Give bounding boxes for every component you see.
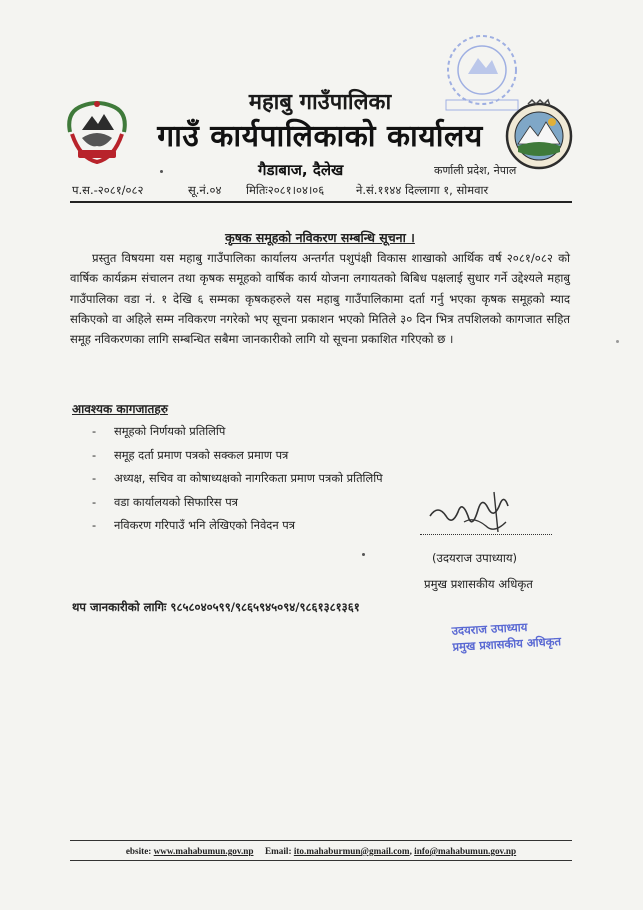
signatory-role: प्रमुख प्रशासकीय अधिकृत (424, 577, 533, 591)
notice-body: प्रस्तुत विषयमा यस महाबु गाउँपालिका कार्यालय अन्तर्गत पशुपंक्षी विकास शाखाको आर्थिक वर्ष २०८१/०८२ को वार्षिक कार्यक्रम संचालन तथा कृषक समूहको वार्षिक कार्य योजना लगायतको बिबिध पक्षलाई सुधार गर्ने उद्देश्यले महाबु गाउँपालिका वडा नं. १ देखि ६ सम्मका कृषकहरुले यस महाबु गाउँपालिकामा दर्ता गर्नु भएका कृषक समूहको म्याद सकिएको वा अहिले सम्म नविकरण नगरेको भए सूचना प्रकाशन भएको मितिले ३० दिन भित्र तपशिलको कागजात सहित समूह नविकरणका लागि सम्बन्धित सबैमा जानकारीको लागि यो सूचना प्रकाशित गरिएको छ । (70, 251, 570, 347)
email-separator: , (409, 846, 412, 856)
letter-ps: प.स.-२०८१/०८२ (72, 183, 144, 197)
paper-speck (616, 340, 619, 343)
nepal-emblem-icon (60, 98, 134, 168)
list-item (92, 514, 383, 538)
email-link-info[interactable]: info@mahabumun.gov.np (414, 846, 517, 856)
stamp-name: उदयराज उपाध्याय (451, 619, 528, 638)
list-bullet: - (92, 518, 97, 533)
list-bullet: - (92, 471, 97, 486)
list-item (92, 467, 383, 491)
name-stamp (451, 617, 561, 655)
notice-subject: कृषक समूहको नविकरण सम्बन्धि सूचना । (225, 230, 415, 245)
list-bullet: - (92, 447, 97, 462)
documents-list (92, 420, 383, 538)
municipality-logo-icon (502, 98, 576, 172)
contact-numbers: थप जानकारीको लागिः ९८५८०४०५९९/९८६५९४५०९४/९८६१३८१३६१ (72, 600, 360, 614)
document-label: अध्यक्ष, सचिव वा कोषाध्यक्षको नागरिकता प्रमाण पत्रको प्रतिलिपि (114, 471, 383, 486)
paper-speck (160, 170, 163, 173)
province-text: कर्णाली प्रदेश, नेपाल (434, 164, 517, 177)
footer (70, 846, 572, 856)
documents-title: आवश्यक कागजातहरु (72, 402, 168, 416)
municipality-name: महाबु गाउँपालिका (248, 90, 392, 115)
list-item (92, 444, 383, 468)
letter-ns-date: ने.सं.११४४ दिल्लागा १, सोमवार (356, 183, 489, 197)
footer-divider-top (70, 840, 572, 841)
signatory-name: (उदयराज उपाध्याय) (432, 551, 518, 565)
paper-speck (362, 553, 365, 556)
email-link-ito[interactable]: ito.mahaburmun@gmail.com (293, 846, 410, 856)
office-location: गैडाबाज, दैलेख (258, 161, 344, 179)
document-label: नविकरण गरिपाउँ भनि लेखिएको निवेदन पत्र (114, 518, 296, 533)
list-bullet: - (92, 424, 97, 438)
document-label: वडा कार्यालयको सिफारिस पत्र (114, 494, 238, 509)
letter-sn: सू.नं.०४ (188, 183, 222, 197)
website-link[interactable]: www.mahabumun.gov.np (153, 846, 254, 856)
stamp-role: प्रमुख प्रशासकीय अधिकृत (452, 634, 562, 654)
signature-line (420, 534, 552, 535)
office-title: गाउँ कार्यपालिकाको कार्यालय (157, 119, 483, 154)
handwritten-signature-icon (424, 486, 524, 544)
document-label: समूह दर्ता प्रमाण पत्रको सक्कल प्रमाण पत्र (114, 447, 289, 462)
document-label: समूहको निर्णयको प्रतिलिपि (114, 424, 226, 438)
letter-date: मितिः२०८१।०४।०६ (246, 183, 325, 197)
list-item (92, 420, 383, 444)
email-label: Email: (264, 846, 292, 856)
list-item (92, 491, 383, 515)
footer-divider-bottom (70, 860, 572, 861)
website-label: ebsite: (125, 846, 152, 856)
header-divider (70, 201, 572, 203)
list-bullet: - (92, 494, 97, 509)
